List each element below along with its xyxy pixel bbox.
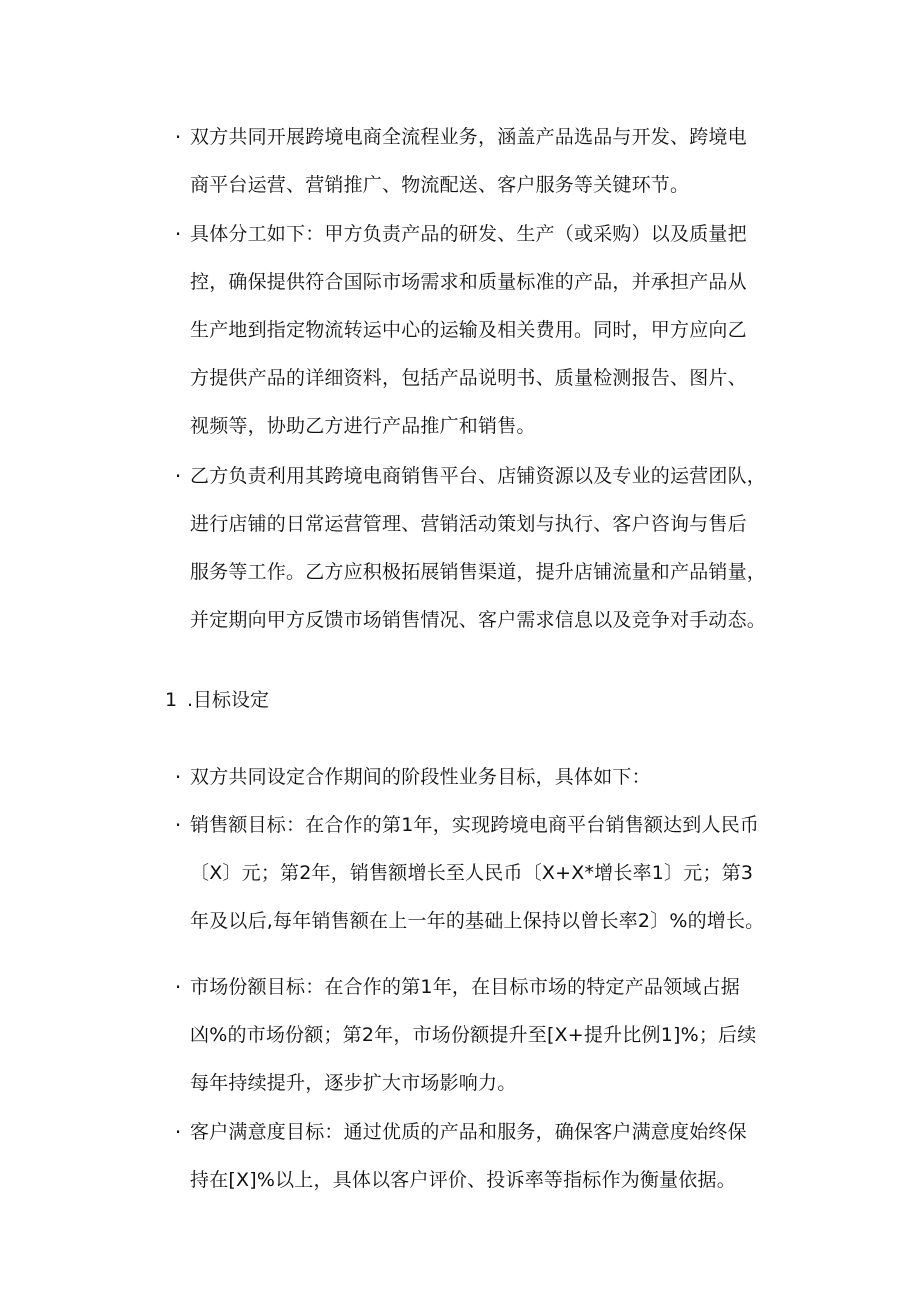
section-heading xyxy=(165,676,269,724)
text-line: 双方共同开展跨境电商全流程业务，涵盖产品选品与开发、跨境电 xyxy=(190,126,747,148)
text-line: 商平台运营、营销推广、物流配送、客户服务等关键环节。 xyxy=(190,174,690,196)
text-line: 〔X〕元；第2年，销售额增长至人民币〔X+X*增长率1〕元；第3 xyxy=(190,862,754,884)
text-line: 控，确保提供符合国际市场需求和质量标准的产品，并承担产品从 xyxy=(190,271,747,293)
text-line: 双方共同设定合作期间的阶段性业务目标，具体如下： xyxy=(190,766,651,788)
text-line: 生产地到指定物流转运中心的运输及相关费用。同时，甲方应向乙 xyxy=(190,319,747,341)
text-line: 销售额目标：在合作的第1年，实现跨境电商平台销售额达到人民币 xyxy=(190,814,760,836)
bullet-marker: · xyxy=(174,222,182,246)
text-line: 客户满意度目标：通过优质的产品和服务，确保客户满意度始终保 xyxy=(190,1121,747,1143)
text-line: 市场份额目标：在合作的第1年，在目标市场的特定产品领域占据 xyxy=(190,976,740,998)
text-line: 具体分工如下：甲方负责产品的研发、生产（或采购）以及质量把 xyxy=(190,223,747,245)
text-line: 乙方负责利用其跨境电商销售平台、店铺资源以及专业的运营团队， xyxy=(190,465,767,487)
bullet-marker: · xyxy=(174,975,182,999)
bullet-marker: · xyxy=(174,464,182,488)
heading-number: 1 xyxy=(165,689,178,711)
bullet-marker: · xyxy=(174,813,182,837)
text-line: 服务等工作。乙方应积极拓展销售渠道，提升店铺流量和产品销量， xyxy=(190,561,767,583)
text-line: 进行店铺的日常运营管理、营销活动策划与执行、客户咨询与售后 xyxy=(190,513,747,535)
heading-title: .目标设定 xyxy=(187,689,270,711)
list-item-text xyxy=(190,1108,800,1204)
text-line: 凶%的市场份额；第2年，市场份额提升至[X+提升比例1]%；后续 xyxy=(190,1024,757,1046)
text-line: 每年持续提升，逐步扩大市场影响力。 xyxy=(190,1072,517,1094)
text-line: 视频等，协助乙方进行产品推广和销售。 xyxy=(190,415,536,437)
list-item-text xyxy=(190,963,800,1107)
list-item-text xyxy=(190,452,800,644)
list-item-text xyxy=(190,210,800,450)
list-item-text xyxy=(190,801,800,945)
bullet-marker: · xyxy=(174,765,182,789)
text-line: 年及以后,每年销售额在上一年的基础上保持以曾长率2〕%的增长。 xyxy=(190,910,765,932)
list-item-text xyxy=(190,113,800,209)
text-line: 方提供产品的详细资料，包括产品说明书、质量检测报告、图片、 xyxy=(190,367,747,389)
text-line: 持在[X]%以上，具体以客户评价、投诉率等指标作为衡量依据。 xyxy=(190,1169,736,1191)
bullet-marker: · xyxy=(174,1120,182,1144)
list-item-text xyxy=(190,753,800,801)
text-line: 并定期向甲方反馈市场销售情况、客户需求信息以及竞争对手动态。 xyxy=(190,609,767,631)
bullet-marker: · xyxy=(174,125,182,149)
